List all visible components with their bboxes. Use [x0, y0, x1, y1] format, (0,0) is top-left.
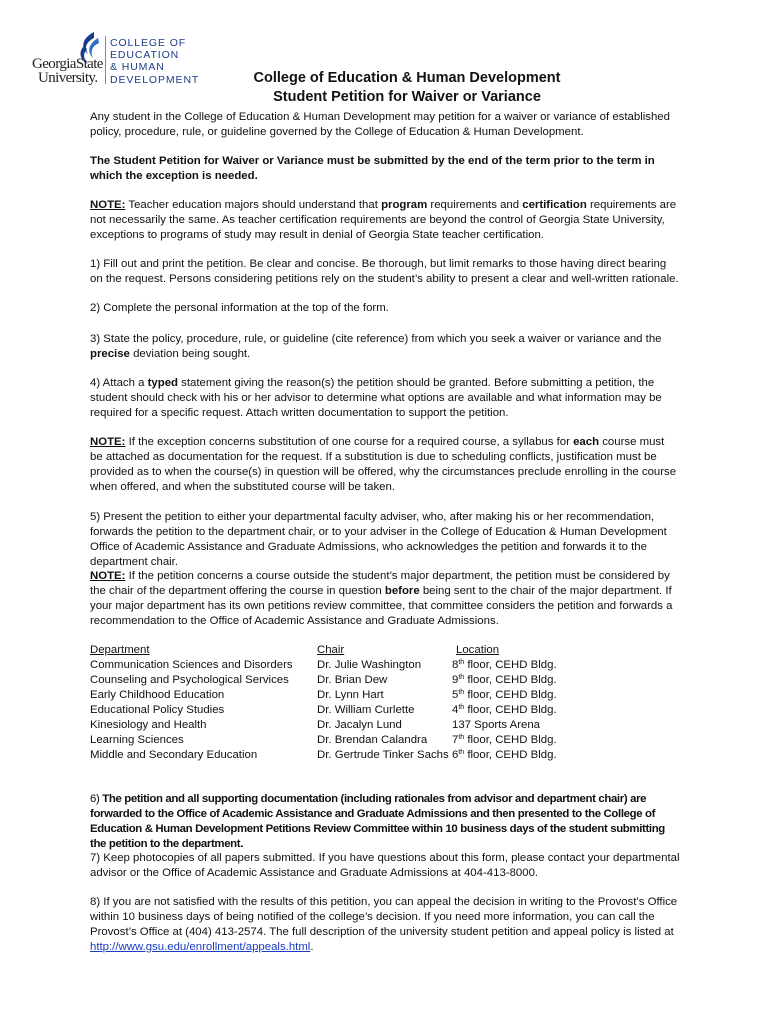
chair-name: Dr. Brendan Calandra [317, 734, 428, 746]
location-text: floor, CEHD Bldg. [464, 674, 557, 686]
emphasis-precise: precise [90, 348, 130, 360]
floor-number: 4 [452, 704, 459, 716]
floor-suffix: th [458, 674, 465, 681]
floor-number: 7 [452, 734, 459, 746]
note-text: Teacher education majors should understand that [125, 199, 382, 211]
step-6-text: The petition and all supporting documentation (including rationales from advisor and department chair) are forwarded to the Office of Academic Assistance and Graduate Admissions and then presented to the College of Education & Human Development Petitions Review Committee within 10 business days of the student submitting the petition to the department. [90, 793, 665, 850]
step-text: 4) Attach a [90, 377, 148, 389]
step-text: . [310, 941, 314, 953]
floor-number: 9 [452, 674, 459, 686]
department-header: Department [90, 644, 150, 656]
note-label: NOTE: [90, 199, 126, 211]
appeals-policy-link[interactable]: http://www.gsu.edu/enrollment/appeals.html [90, 941, 311, 953]
logo-divider [105, 36, 106, 84]
university-name-line2: University. [38, 70, 98, 86]
location-cell [452, 748, 557, 763]
chair-name: Dr. Julie Washington [317, 659, 422, 671]
department-name: Communication Sciences and Disorders [90, 659, 293, 671]
department-name: Educational Policy Studies [90, 704, 225, 716]
note-substitution [90, 435, 680, 495]
location-text: floor, CEHD Bldg. [464, 704, 557, 716]
note-text: course must be attached as documentation for the request. If a substitution is due to scheduling conflicts, justification must be provided as to when the course(s) in question will be offered, why the circumstances preclude enrolling in the course when offered, and when the substituted course will be taken. [90, 436, 677, 493]
location-cell [452, 703, 557, 718]
floor-suffix: th [458, 704, 465, 711]
chair-name: Dr. Brian Dew [317, 674, 388, 686]
location-cell [452, 718, 557, 733]
college-name-line: EDUCATION [110, 49, 180, 62]
location-header: Location [456, 644, 500, 656]
location-text: floor, CEHD Bldg. [464, 659, 557, 671]
document-title: College of Education & Human Development [253, 70, 561, 86]
location-text: floor, CEHD Bldg. [464, 689, 557, 701]
step-8 [90, 895, 680, 955]
step-4 [90, 376, 680, 421]
department-name: Counseling and Psychological Services [90, 674, 289, 686]
floor-number: 5 [452, 689, 459, 701]
note-label: NOTE: [90, 436, 126, 448]
floor-suffix: th [458, 734, 465, 741]
college-name-line: COLLEGE OF [110, 37, 187, 49]
floor-number: 8 [452, 659, 459, 671]
step-text: 8) If you are not satisfied with the results of this petition, you can appeal the decision in writing to the Provost’s Office within 10 business days of being notified of the college’s decision. If you need more information, you can call the Provost’s Office at (404) 413-2574. The full description of the university student petition and appeal policy is listed at [90, 896, 678, 938]
step-text: statement giving the reason(s) the petition should be granted. Before submitting a petition, the student should check with his or her advisor to determine what options are available and what information may be required for a specific request. Attach written documentation to support the petition. [90, 377, 662, 419]
chair-name: Dr. Gertrude Tinker Sachs [317, 749, 449, 761]
emphasis-certification: certification [522, 199, 587, 211]
location-column [452, 643, 557, 763]
chair-column [317, 643, 449, 763]
location-cell [452, 733, 557, 748]
chair-name: Dr. Lynn Hart [317, 689, 384, 701]
step-text: deviation being sought. [129, 348, 251, 360]
university-name-line1: GeorgiaState [32, 56, 103, 72]
note-text: being sent to the chair of the major department. If your major department has its own petitions review committee, that committee considers the petition and forwards a recommendation to the Office of Academic Assistance and Graduate Admissions. [90, 585, 673, 627]
floor-suffix: th [458, 659, 465, 666]
college-name-line: & HUMAN [110, 61, 165, 74]
college-name-line: DEVELOPMENT [110, 73, 200, 86]
emphasis-program: program [381, 199, 428, 211]
step-5: 5) Present the petition to either your departmental faculty adviser, who, after making his or her recommendation, forwards the petition to the department chair, or to your adviser in the College of Education & Human Development Office of Academic Assistance and Graduate Admissions, who acknowledges the petition and forwards it to the department chair. [90, 511, 667, 568]
floor-suffix: th [458, 689, 465, 696]
location-text: floor, CEHD Bldg. [464, 749, 557, 761]
deadline-paragraph: The Student Petition for Waiver or Variance must be submitted by the end of the term prior to the term in which the exception is needed. [90, 155, 655, 182]
location-text: floor, CEHD Bldg. [464, 734, 557, 746]
floor-number: 6 [452, 749, 459, 761]
department-name: Learning Sciences [90, 734, 184, 746]
step-number: 6) [90, 793, 103, 805]
note-text: If the petition concerns a course outside the student’s major department, the petition must be considered by the chair of the department offering the course in question [90, 570, 670, 597]
step-2: 2) Complete the personal information at the top of the form. [90, 302, 389, 314]
document-subtitle: Student Petition for Waiver or Variance [273, 89, 541, 105]
note-label: NOTE: [90, 570, 126, 582]
note-text: If the exception concerns substitution of one course for a required course, a syllabus for [125, 436, 574, 448]
location-cell [452, 673, 557, 688]
location-cell [452, 688, 557, 703]
department-column [90, 643, 293, 763]
step-6 [90, 792, 680, 852]
note-outside-department [90, 569, 680, 629]
intro-paragraph: Any student in the College of Education & Human Development may petition for a waiver or variance of established policy, procedure, rule, or guideline governed by the College of Education & Human Development. [90, 111, 670, 138]
note-text: requirements are not necessarily the same. As teacher certification requirements are beyond the control of Georgia State University, exceptions to programs of study may result in denial of Georgia State teacher certification. [90, 199, 677, 241]
step-7: 7) Keep photocopies of all papers submitted. If you have questions about this form, please contact your departmental advisor or the Office of Academic Assistance and Graduate Admissions at 404-413-8000. [90, 852, 680, 879]
emphasis-before: before [384, 585, 420, 597]
chair-name: Dr. William Curlette [317, 704, 415, 716]
emphasis-typed: typed [147, 377, 179, 389]
department-name: Kinesiology and Health [90, 719, 207, 731]
floor-suffix: th [458, 749, 465, 756]
location-cell [452, 658, 557, 673]
department-name: Middle and Secondary Education [90, 749, 258, 761]
step-1: 1) Fill out and print the petition. Be clear and concise. Be thorough, but limit remarks to those having direct bearing on the request. Persons considering petitions rely on the student’s ability to present a clear and well-written rationale. [90, 258, 679, 285]
location-text: 137 Sports Arena [452, 719, 541, 731]
chair-name: Dr. Jacalyn Lund [317, 719, 402, 731]
note-text: requirements and [427, 199, 523, 211]
chair-header: Chair [317, 644, 345, 656]
note-certification [90, 198, 680, 243]
step-3 [90, 332, 680, 362]
department-name: Early Childhood Education [90, 689, 225, 701]
emphasis-each: each [573, 436, 600, 448]
step-text: 3) State the policy, procedure, rule, or guideline (cite reference) from which you seek a waiver or variance and the [90, 333, 662, 345]
